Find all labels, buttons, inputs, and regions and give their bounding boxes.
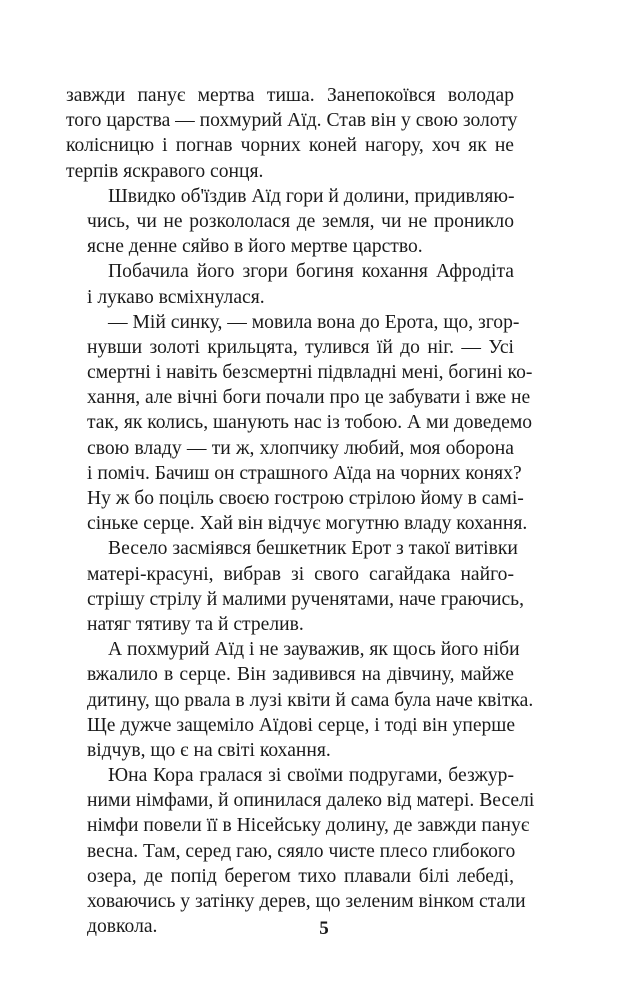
text-line: натяг тятиву та й стрелив. — [87, 613, 304, 635]
text-line: того царства — похмурий Аїд. Став він у свою золоту — [66, 110, 518, 132]
text-line: свою владу — ти ж, хлопчику любий, моя оборона — [87, 437, 514, 459]
text-line: німфи повели її в Нісейську долину, де завжди панує — [87, 815, 530, 837]
text-line: весна. Там, серед гаю, сяяло чисте плесо глибокого — [87, 840, 516, 862]
text-line: і лукаво всміхнулася. — [87, 286, 265, 308]
paragraph — [66, 310, 533, 537]
text-line: озера, де попід берегом тихо плавали білі лебеді, — [87, 865, 514, 887]
text-line: вжалило в серце. Він задивився на дівчину, майже — [87, 664, 514, 686]
text-line: ясне денне сяйво в його мертве царство. — [87, 236, 423, 258]
text-line: матері-красуні, вибрав зі свого сагайдака найго- — [87, 563, 514, 585]
text-line: смертні і навіть безсмертні підвладні мені, богині ко- — [87, 362, 533, 384]
text-line: нувши золоті крильцята, тулився їй до ніг. — Усі — [87, 336, 514, 358]
text-line: Побачила його згори богиня кохання Афродіта — [108, 261, 514, 283]
text-line: завжди панує мертва тиша. Занепокоївся володар — [66, 85, 514, 106]
paragraph — [66, 536, 525, 637]
page-number: 5 — [319, 918, 329, 939]
text-line: терпів яскравого сонця. — [66, 160, 264, 182]
text-line: колісницю і погнав чорних коней нагору, хоч як не — [66, 135, 514, 157]
paragraph — [66, 259, 514, 309]
text-line: довкола. — [87, 916, 158, 938]
text-line: ховаючись у затінку дерев, що зеленим вінком стали — [87, 891, 526, 912]
paragraph — [66, 763, 535, 939]
text-line: і поміч. Бачиш он страшного Аїда на чорних конях? — [87, 462, 522, 484]
text-line: хання, але вічні боги почали про це забувати і вже не — [87, 387, 531, 409]
page-body — [66, 83, 535, 939]
text-line: Швидко об'їздив Аїд гори й долини, придивляю- — [108, 185, 515, 207]
text-line: Ще дужче защеміло Аїдові серце, і тоді він уперше — [87, 714, 516, 736]
text-line: ними німфами, й опинилася далеко від матері. Веселі — [87, 790, 535, 812]
text-line: відчув, що є на світі кохання. — [87, 739, 331, 761]
text-line: Юна Кора гралася зі своїми подругами, безжур- — [108, 765, 514, 787]
text-line: чись, чи не розкололася де земля, чи не проникло — [87, 210, 514, 232]
paragraph — [66, 83, 518, 184]
text-line: Ну ж бо поціль своєю гострою стрілою йому в самі- — [87, 488, 524, 509]
text-line: так, як колись, шанують нас із тобою. А ми доведемо — [87, 412, 533, 434]
text-line: Весело засміявся бешкетник Ерот з такої витівки — [108, 538, 518, 560]
text-line: стрішу стрілу й малими рученятами, наче граючись, — [87, 588, 525, 610]
text-line: — Мій синку, — мовила вона до Ерота, що, згор- — [108, 311, 520, 333]
text-line: А похмурий Аїд і не зауважив, як щось його ніби — [108, 639, 520, 661]
paragraph — [66, 637, 534, 763]
paragraph — [66, 184, 514, 260]
text-line: дитину, що рвала в лузі квіти й сама була наче квітка. — [87, 689, 534, 711]
text-line: сіньке серце. Хай він відчує могутню владу кохання. — [87, 513, 528, 535]
